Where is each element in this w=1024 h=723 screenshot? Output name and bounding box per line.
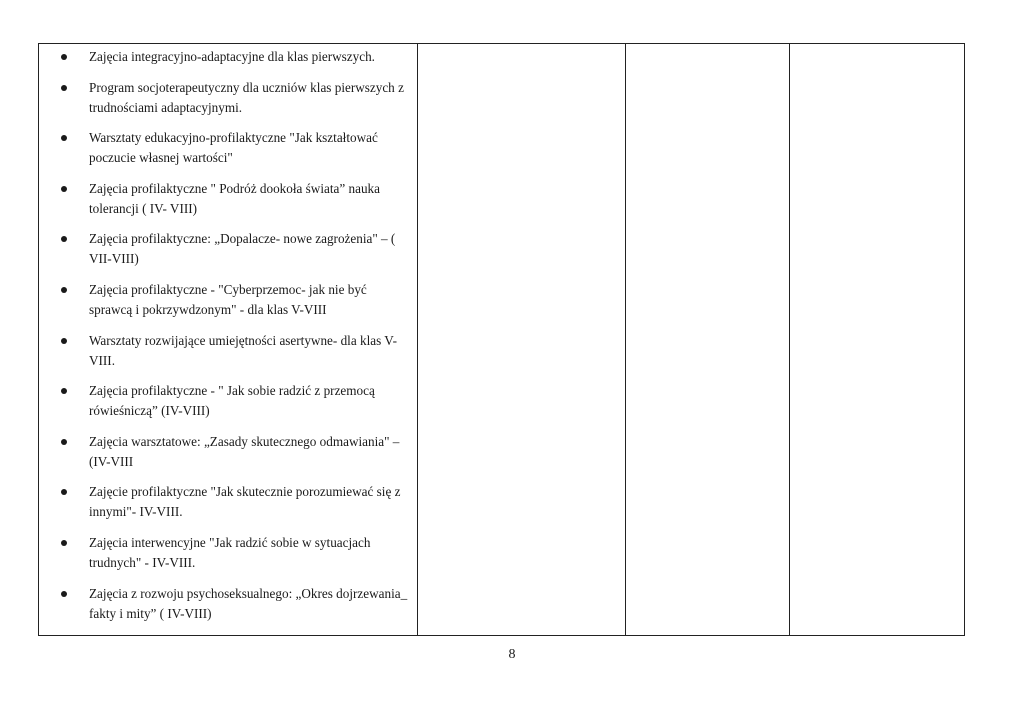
bullet-icon — [61, 388, 67, 394]
bullet-icon — [61, 287, 67, 293]
bullet-icon — [61, 489, 67, 495]
list-item — [61, 179, 411, 219]
list-item-text: Zajęcia integracyjno-adaptacyjne dla klas pierwszych. — [89, 49, 375, 64]
page-number: 8 — [508, 647, 516, 662]
list-item — [61, 482, 411, 522]
list-item — [61, 584, 411, 624]
content-table — [38, 43, 965, 636]
list-item-text: Warsztaty rozwijające umiejętności asertywne- dla klas V-VIII. — [89, 332, 397, 368]
list-item — [61, 78, 411, 118]
bullet-icon — [61, 540, 67, 546]
bullet-icon — [61, 439, 67, 445]
list-item-text: Zajęcia interwencyjne "Jak radzić sobie w sytuacjach trudnych" - IV-VIII. — [89, 534, 371, 570]
bullet-icon — [61, 236, 67, 242]
table-row — [39, 44, 965, 636]
list-item-text: Program socjoterapeutyczny dla uczniów klas pierwszych z trudnościami adaptacyjnymi. — [89, 79, 404, 115]
list-item — [61, 331, 411, 371]
table-cell-column-2 — [418, 44, 626, 636]
list-item — [61, 128, 411, 168]
list-item — [61, 381, 411, 421]
list-item-text: Zajęcia warsztatowe: „Zasady skutecznego odmawiania" – (IV-VIII — [89, 433, 400, 469]
list-item — [61, 229, 411, 269]
list-item — [61, 432, 411, 472]
list-item — [61, 280, 411, 320]
list-item-text: Zajęcia profilaktyczne: „Dopalacze- nowe zagrożenia" – ( VII-VIII) — [89, 231, 396, 267]
bullet-icon — [61, 338, 67, 344]
list-item — [61, 47, 411, 67]
list-item — [61, 533, 411, 573]
list-item-text: Zajęcia profilaktyczne - "Cyberprzemoc- jak nie być sprawcą i pokrzywdzonym" - dla klas V-VIII — [89, 281, 367, 317]
bullet-icon — [61, 591, 67, 597]
list-item-text: Zajęcia z rozwoju psychoseksualnego: „Okres dojrzewania_ fakty i mity” ( IV-VIII) — [89, 585, 408, 621]
table-cell-column-3 — [626, 44, 790, 636]
bullet-icon — [61, 186, 67, 192]
activities-list — [39, 44, 417, 624]
bullet-icon — [61, 85, 67, 91]
list-item-text: Zajęcia profilaktyczne - " Jak sobie radzić z przemocą rówieśniczą” (IV-VIII) — [89, 383, 375, 419]
list-item-text: Zajęcia profilaktyczne " Podróż dookoła świata” nauka tolerancji ( IV- VIII) — [89, 180, 380, 216]
bullet-icon — [61, 135, 67, 141]
list-item-text: Zajęcie profilaktyczne "Jak skutecznie porozumiewać się z innymi"- IV-VIII. — [89, 484, 401, 520]
list-item-text: Warsztaty edukacyjno-profilaktyczne "Jak kształtować poczucie własnej wartości" — [89, 130, 378, 166]
table-cell-column-4 — [790, 44, 965, 636]
table-cell-activities — [39, 44, 418, 636]
bullet-icon — [61, 54, 67, 60]
